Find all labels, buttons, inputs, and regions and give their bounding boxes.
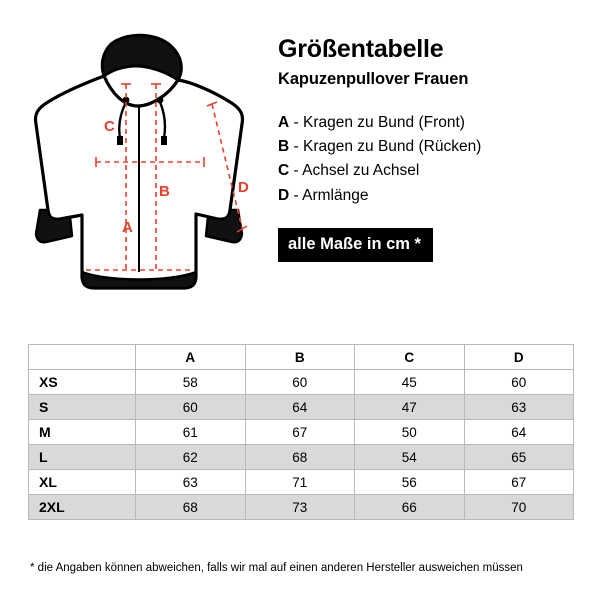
- cell-xl-a: 63: [136, 470, 246, 495]
- cell-2xl-a: 68: [136, 495, 246, 520]
- table-row: [29, 495, 574, 520]
- cell-s-d: 63: [464, 395, 574, 420]
- row-size-s: S: [29, 395, 136, 420]
- illustration-label-a: A: [122, 219, 133, 236]
- cell-l-b: 68: [245, 445, 355, 470]
- size-table-wrapper: [28, 344, 573, 520]
- table-row: [29, 370, 574, 395]
- legend-text-a: Kragen zu Bund (Front): [303, 113, 465, 131]
- cell-xs-c: 45: [355, 370, 465, 395]
- row-size-xl: XL: [29, 470, 136, 495]
- table-row: [29, 395, 574, 420]
- legend-key-d: D: [278, 186, 290, 204]
- cell-l-d: 65: [464, 445, 574, 470]
- cell-l-c: 54: [355, 445, 465, 470]
- table-col-d: D: [464, 345, 574, 370]
- cell-s-b: 64: [245, 395, 355, 420]
- hood-shape: [102, 35, 181, 80]
- table-corner-cell: [29, 345, 136, 370]
- cell-s-c: 47: [355, 395, 465, 420]
- legend-text-d: Armlänge: [302, 186, 369, 204]
- illustration-label-c: C: [104, 118, 115, 135]
- cell-m-d: 64: [464, 420, 574, 445]
- legend-list: [278, 111, 590, 209]
- legend-dash-b: -: [293, 137, 299, 155]
- legend-text-c: Achsel zu Achsel: [302, 162, 420, 180]
- table-row: [29, 445, 574, 470]
- table-col-b: B: [245, 345, 355, 370]
- cell-m-a: 61: [136, 420, 246, 445]
- cell-m-c: 50: [355, 420, 465, 445]
- cell-xs-d: 60: [464, 370, 574, 395]
- cell-m-b: 67: [245, 420, 355, 445]
- cell-l-a: 62: [136, 445, 246, 470]
- cell-xl-c: 56: [355, 470, 465, 495]
- legend-item-b: [278, 135, 590, 159]
- table-row: [29, 470, 574, 495]
- table-row: [29, 420, 574, 445]
- aglet-left: [117, 136, 123, 145]
- legend-dash-c: -: [293, 162, 299, 180]
- table-col-a: A: [136, 345, 246, 370]
- legend-item-d: [278, 184, 590, 208]
- legend-key-c: C: [278, 162, 290, 180]
- row-size-l: L: [29, 445, 136, 470]
- cell-xs-a: 58: [136, 370, 246, 395]
- legend-item-a: [278, 111, 590, 135]
- page-title: Größentabelle: [278, 35, 444, 63]
- cell-xl-b: 71: [245, 470, 355, 495]
- footnote: * die Angaben können abweichen, falls wir mal auf einen anderen Hersteller ausweichen müssen: [30, 562, 523, 574]
- aglet-right: [161, 136, 167, 145]
- cell-xl-d: 67: [464, 470, 574, 495]
- legend-item-c: [278, 159, 590, 183]
- legend-text-b: Kragen zu Bund (Rücken): [303, 137, 482, 155]
- cell-s-a: 60: [136, 395, 246, 420]
- page-subtitle: Kapuzenpullover Frauen: [278, 69, 469, 88]
- legend-dash-a: -: [293, 113, 299, 131]
- table-header-row: [29, 345, 574, 370]
- row-size-2xl: 2XL: [29, 495, 136, 520]
- units-banner: alle Maße in cm *: [278, 228, 433, 262]
- row-size-m: M: [29, 420, 136, 445]
- illustration-label-d: D: [238, 179, 249, 196]
- row-size-xs: XS: [29, 370, 136, 395]
- size-table: [28, 344, 574, 520]
- hoodie-illustration: [8, 14, 270, 314]
- legend-dash-d: -: [293, 186, 299, 204]
- cell-xs-b: 60: [245, 370, 355, 395]
- legend-key-a: A: [278, 113, 290, 131]
- illustration-label-b: B: [159, 183, 170, 200]
- cell-2xl-b: 73: [245, 495, 355, 520]
- legend-key-b: B: [278, 137, 290, 155]
- cell-2xl-d: 70: [464, 495, 574, 520]
- table-col-c: C: [355, 345, 465, 370]
- cell-2xl-c: 66: [355, 495, 465, 520]
- info-block: [278, 36, 590, 262]
